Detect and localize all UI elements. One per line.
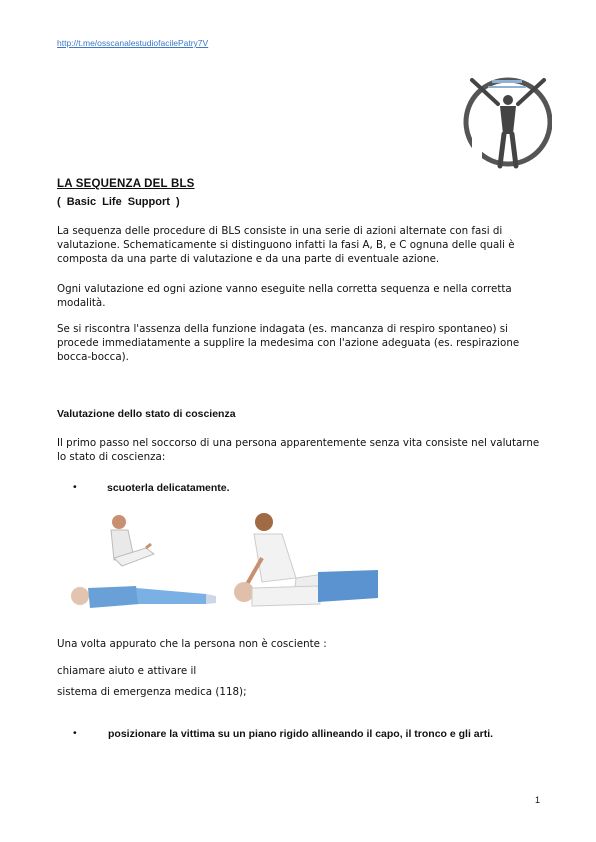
text-call-help-2: sistema di emergenza medica (118); xyxy=(57,686,247,698)
text-call-help-1: chiamare aiuto e attivare il xyxy=(57,665,197,677)
paragraph-sequence: Ogni valutazione ed ogni azione vanno eseguite nella corretta sequenza e nella corretta modalità. xyxy=(57,283,512,309)
paragraph-intro: La sequenza delle procedure di BLS consiste in una serie di azioni alternate con fasi di valutazione. Schematicamente si distinguono infatti la fasi A, B, e C ognuna delle quali è composta da una parte di valutazione e da una parte di eventuale azione. xyxy=(57,225,515,265)
rescuer-right xyxy=(246,513,328,598)
page-subtitle: ( Basic Life Support ) xyxy=(57,196,180,208)
paragraph-absence: Se si riscontra l'assenza della funzione indagata (es. mancanza di respiro spontaneo) si procede immediatamente a supplire la medesima con l'azione adeguata (es. respirazione bocca-bocca). xyxy=(57,323,520,363)
rescuer-illustration xyxy=(56,508,378,624)
bullet-shake: scuoterla delicatamente. xyxy=(107,482,230,494)
bullet-marker: • xyxy=(73,727,77,739)
victim-left xyxy=(71,586,216,608)
bullet-position-victim: posizionare la vittima su un piano rigido allineando il capo, il tronco e gli arti. xyxy=(108,728,494,740)
page-title: LA SEQUENZA DEL BLS xyxy=(57,178,195,190)
vitruvian-figure-logo-icon xyxy=(458,72,552,172)
channel-link[interactable]: http://t.me/osscanalestudiofacilePatry7V xyxy=(57,38,209,48)
section-heading: Valutazione dello stato di coscienza xyxy=(57,408,236,420)
page-number: 1 xyxy=(535,795,541,805)
victim-right xyxy=(234,570,378,606)
paragraph-first-step: Il primo passo nel soccorso di una persona apparentemente senza vita consiste nel valutarne lo stato di coscienza: xyxy=(57,437,540,463)
rescuer-left xyxy=(111,515,154,566)
bullet-marker: • xyxy=(73,481,77,493)
text-not-conscious: Una volta appurato che la persona non è cosciente : xyxy=(57,638,327,650)
